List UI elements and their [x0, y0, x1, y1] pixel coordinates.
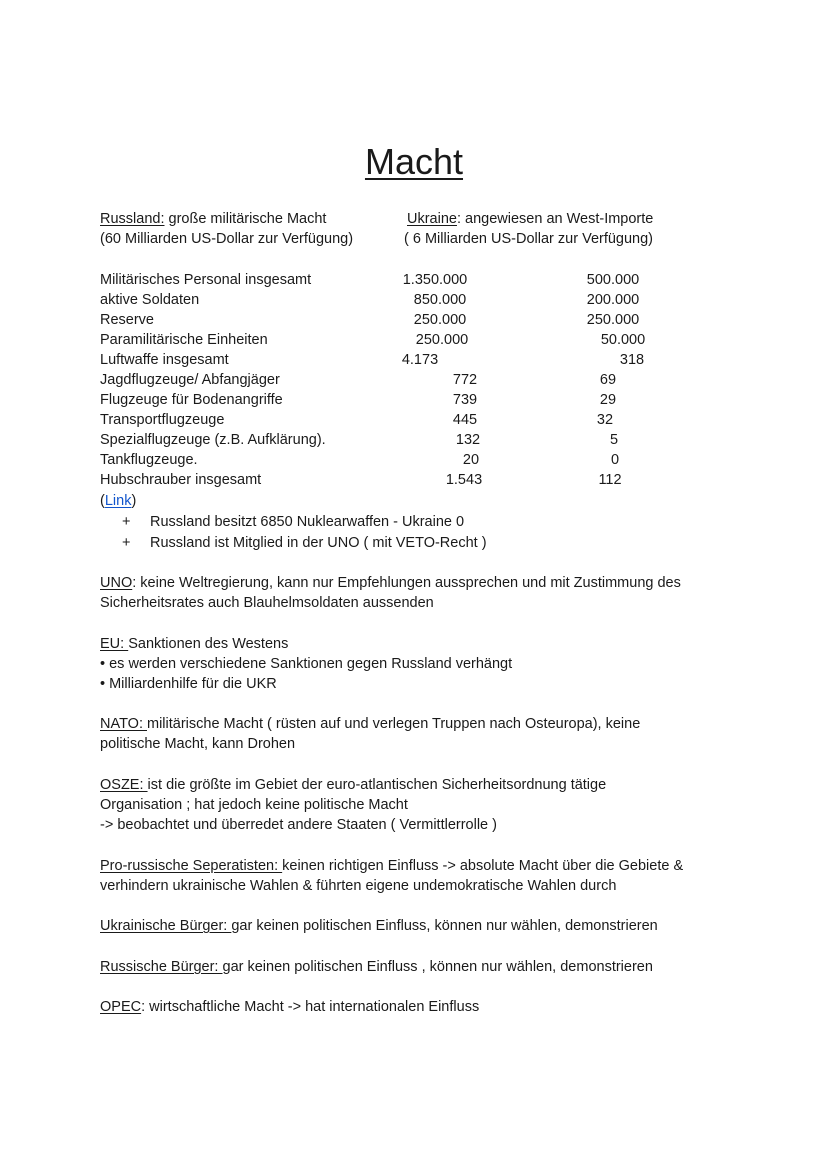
russia-intro — [100, 209, 326, 229]
ukr-citizens-label: Ukrainische Bürger: — [100, 918, 232, 934]
row-label: Spezialflugzeuge (z.B. Aufklärung). — [100, 432, 326, 448]
section-uno — [100, 573, 740, 613]
separatists-line2: verhindern ukrainische Wahlen & führten eigene undemokratische Wahlen durch — [100, 878, 617, 894]
russia-value: 772 — [452, 372, 478, 388]
ukraine-budget: ( 6 Milliarden US-Dollar zur Verfügung) — [404, 231, 654, 247]
section-ukrainian-citizens — [100, 916, 740, 936]
opec-line1: : wirtschaftliche Macht -> hat internationalen Einfluss — [141, 999, 480, 1015]
uno-label: UNO — [100, 575, 133, 591]
eu-label: EU: — [100, 636, 129, 652]
row-label: Reserve — [100, 312, 154, 328]
russia-value: 1.543 — [445, 472, 483, 488]
russia-value: 4.173 — [401, 352, 439, 368]
ukraine-label: Ukraine — [407, 211, 457, 227]
section-osze — [100, 775, 740, 835]
uno-line2: Sicherheitsrates auch Blauhelmsoldaten aussenden — [100, 595, 434, 611]
russia-label: Russland: — [100, 211, 165, 227]
russia-value: 132 — [455, 432, 481, 448]
ukraine-value: 318 — [619, 352, 645, 368]
russia-value: 445 — [452, 412, 478, 428]
table-row — [0, 450, 828, 470]
ukraine-value: 0 — [610, 452, 620, 468]
ukraine-value: 69 — [599, 372, 617, 388]
section-nato — [100, 714, 740, 754]
ukraine-intro-text: : angewiesen an West-Importe — [456, 211, 654, 227]
ukraine-value: 5 — [609, 432, 619, 448]
table-row — [0, 430, 828, 450]
ukraine-value: 29 — [599, 392, 617, 408]
source-link[interactable]: Link — [104, 493, 132, 509]
osze-line1: ist die größte im Gebiet der euro-atlantischen Sicherheitsordnung tätige — [147, 777, 607, 793]
ukraine-value: 250.000 — [586, 312, 640, 328]
russia-value: 850.000 — [413, 292, 467, 308]
table-row — [0, 390, 828, 410]
eu-line2: • es werden verschiedene Sanktionen gegen Russland verhängt — [100, 656, 513, 672]
table-row — [0, 330, 828, 350]
ukraine-intro — [407, 209, 653, 229]
ukraine-value: 50.000 — [600, 332, 646, 348]
list-item — [0, 512, 828, 532]
table-row — [0, 370, 828, 390]
nato-label: NATO: — [100, 716, 147, 732]
row-label: Paramilitärische Einheiten — [100, 332, 268, 348]
ukraine-value: 32 — [596, 412, 614, 428]
row-label: Jagdflugzeuge/ Abfangjäger — [100, 372, 280, 388]
separatists-line1: keinen richtigen Einfluss -> absolute Macht über die Gebiete & — [282, 858, 684, 874]
row-label: Flugzeuge für Bodenangriffe — [100, 392, 283, 408]
link-close-paren: ) — [131, 493, 137, 509]
row-label: Hubschrauber insgesamt — [100, 472, 262, 488]
nato-line1: militärische Macht ( rüsten auf und verlegen Truppen nach Osteuropa), keine — [147, 716, 641, 732]
osze-line3: -> beobachtet und überredet andere Staaten ( Vermittlerrolle ) — [100, 817, 497, 833]
table-row — [0, 310, 828, 330]
row-label: aktive Soldaten — [100, 292, 200, 308]
source-link-line — [100, 491, 136, 511]
table-row — [0, 470, 828, 490]
nato-line2: politische Macht, kann Drohen — [100, 736, 296, 752]
osze-line2: Organisation ; hat jedoch keine politische Macht — [100, 797, 408, 813]
ru-citizens-label: Russische Bürger: — [100, 959, 223, 975]
russia-value: 250.000 — [413, 312, 467, 328]
section-separatists — [100, 856, 740, 896]
section-eu — [100, 634, 740, 694]
ukraine-value: 500.000 — [586, 272, 640, 288]
uno-line1: : keine Weltregierung, kann nur Empfehlungen aussprechen und mit Zustimmung des — [132, 575, 681, 591]
plus-bullet-icon: + — [122, 535, 131, 551]
row-label: Militärisches Personal insgesamt — [100, 272, 312, 288]
table-row — [0, 350, 828, 370]
opec-label: OPEC — [100, 999, 142, 1015]
russia-budget: (60 Milliarden US-Dollar zur Verfügung) — [100, 231, 354, 247]
row-label: Luftwaffe insgesamt — [100, 352, 229, 368]
russia-value: 739 — [452, 392, 478, 408]
separatists-label: Pro-russische Seperatisten: — [100, 858, 283, 874]
bullet-text: Russland ist Mitglied in der UNO ( mit VETO-Recht ) — [150, 535, 487, 551]
row-label: Transportflugzeuge — [100, 412, 225, 428]
eu-line1: Sanktionen des Westens — [128, 636, 289, 652]
page-title: Macht — [364, 141, 464, 182]
table-row — [0, 290, 828, 310]
osze-label: OSZE: — [100, 777, 148, 793]
russia-value: 20 — [462, 452, 480, 468]
ru-citizens-line1: gar keinen politischen Einfluss , können nur wählen, demonstrieren — [222, 959, 653, 975]
link-open-paren: ( — [100, 493, 105, 509]
ukraine-value: 112 — [598, 472, 622, 488]
ukraine-value: 200.000 — [586, 292, 640, 308]
row-label: Tankflugzeuge. — [100, 452, 198, 468]
list-item — [0, 533, 828, 553]
bullet-text: Russland besitzt 6850 Nuklearwaffen - Ukraine 0 — [150, 514, 465, 530]
russia-value: 1.350.000 — [402, 272, 468, 288]
plus-bullet-icon: + — [122, 514, 131, 530]
russia-intro-text: große militärische Macht — [164, 211, 327, 227]
eu-line3: • Milliardenhilfe für die UKR — [100, 676, 277, 692]
table-row — [0, 270, 828, 290]
table-row — [0, 410, 828, 430]
section-russian-citizens — [100, 957, 740, 977]
russia-value: 250.000 — [415, 332, 469, 348]
section-opec — [100, 997, 740, 1017]
ukr-citizens-line1: gar keinen politischen Einfluss, können nur wählen, demonstrieren — [231, 918, 658, 934]
